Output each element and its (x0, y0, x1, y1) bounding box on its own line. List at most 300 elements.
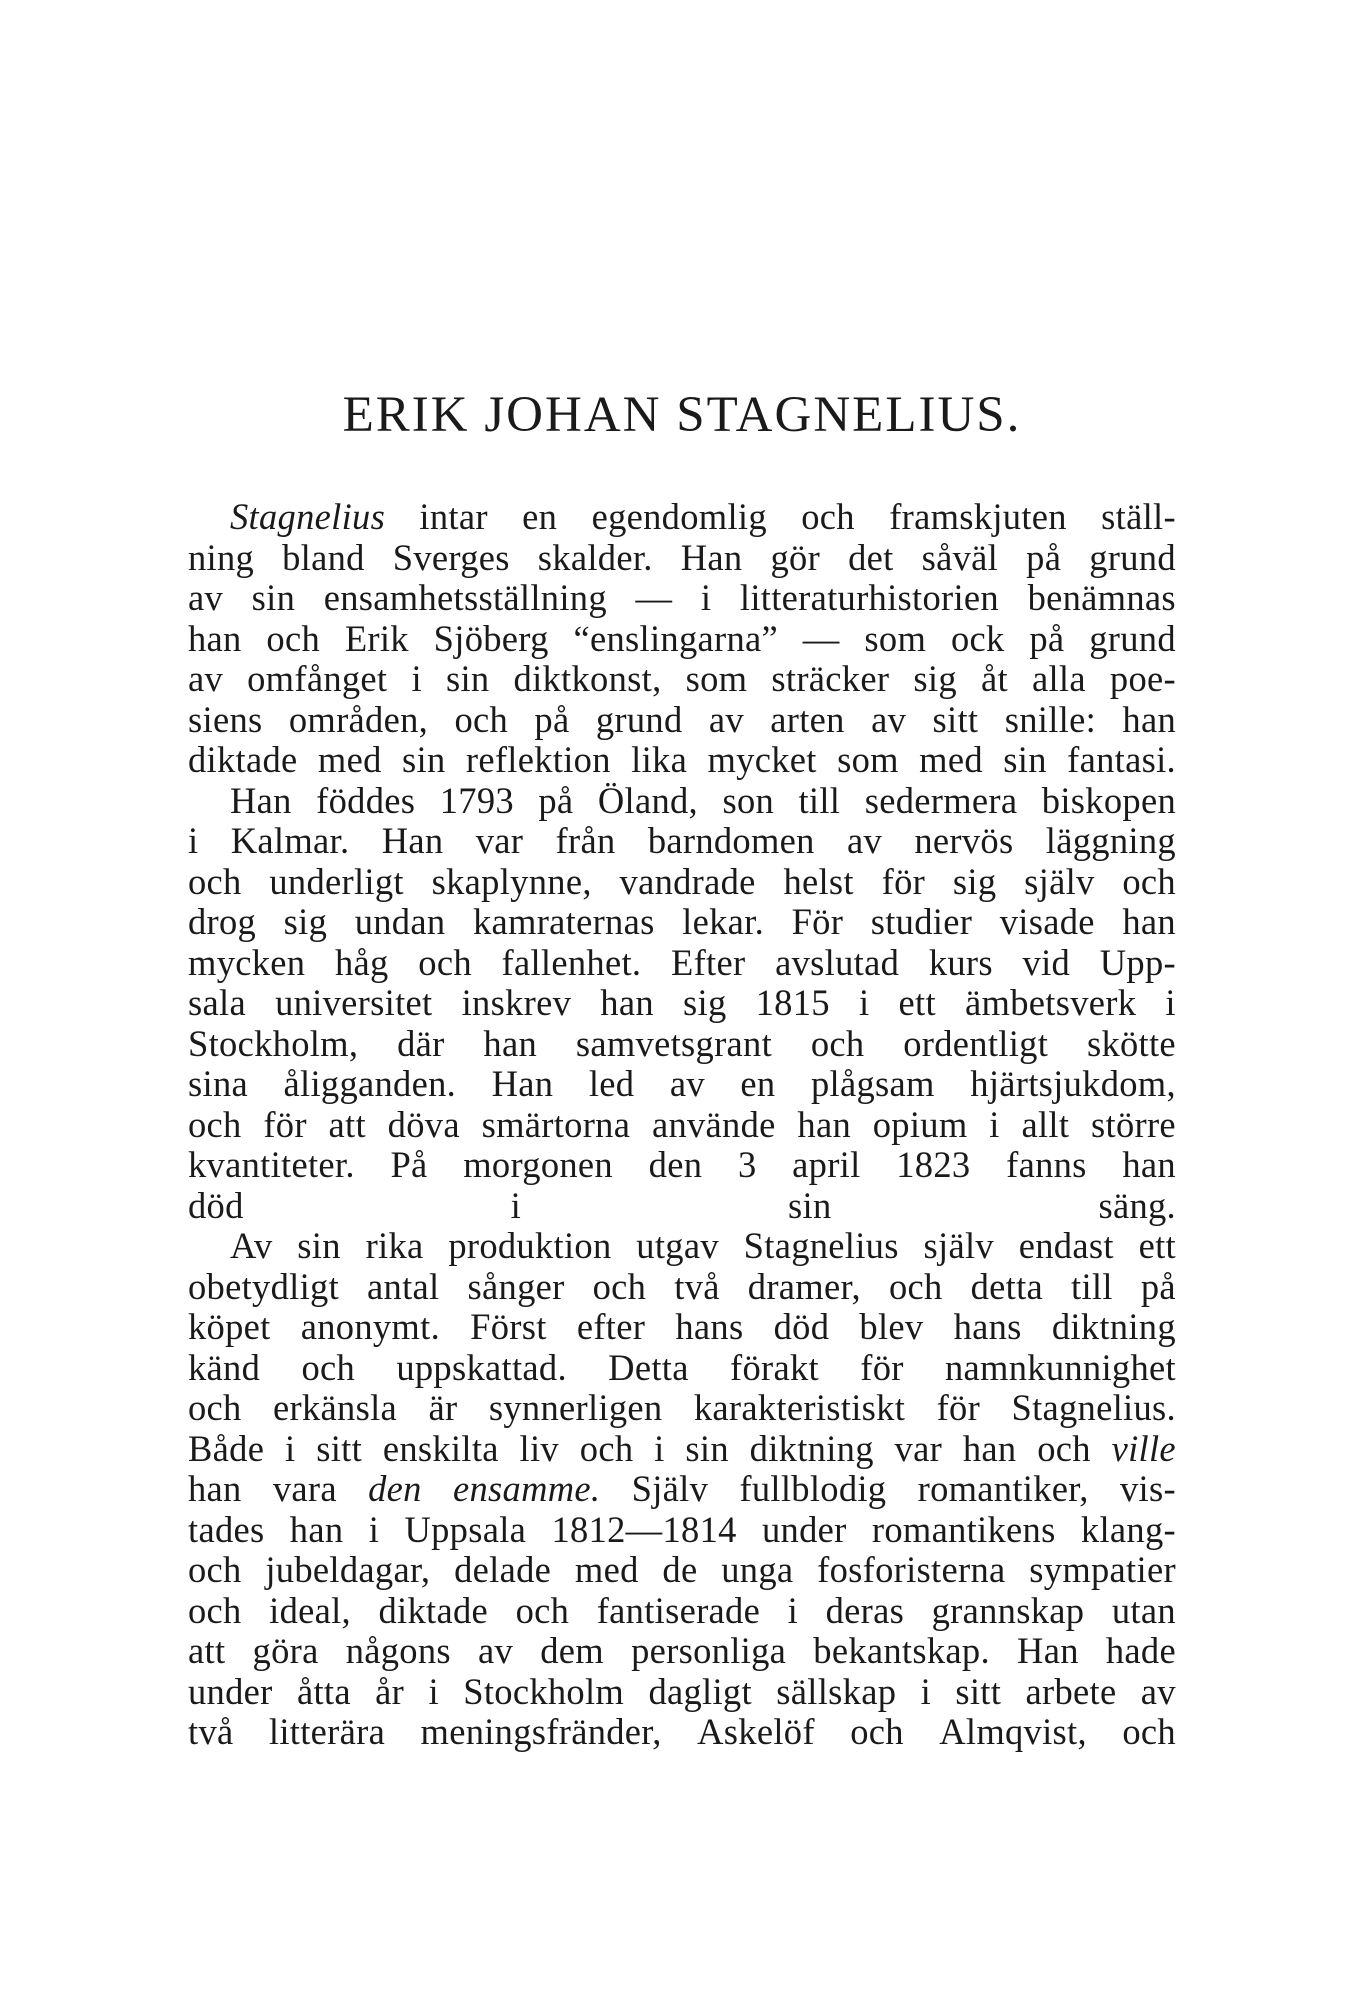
word: personliga (631, 1630, 787, 1671)
word: grannskap (931, 1589, 1085, 1631)
word: uppskattad. (396, 1346, 567, 1388)
word: Kalmar. (230, 820, 350, 861)
word: smärtorna (481, 1103, 631, 1145)
paragraph (188, 497, 1176, 781)
word: “enslingarna” (573, 617, 778, 659)
text-line (188, 1631, 1176, 1672)
word: åligganden. (283, 1063, 457, 1104)
word: sitt (955, 1670, 1002, 1712)
word: samvetsgrant (575, 1022, 773, 1064)
word: blev (859, 1306, 924, 1347)
text-line (188, 1469, 1176, 1510)
word: den (648, 1144, 703, 1185)
word: Själv (631, 1468, 709, 1509)
word: namnkunnighet (944, 1346, 1176, 1388)
word: allt (1021, 1103, 1070, 1145)
word: i (787, 1589, 799, 1631)
word: åt (980, 658, 1008, 699)
text-line (188, 1105, 1176, 1146)
text-line (188, 781, 1176, 822)
word: av (708, 698, 744, 740)
word: poe- (1109, 658, 1176, 699)
word: ämbetsverk (965, 982, 1137, 1023)
word: diktning (1051, 1306, 1176, 1347)
word: kamraternas (472, 901, 655, 942)
word: sällskap (776, 1670, 897, 1712)
word: fanns (1006, 1144, 1087, 1185)
text-line (188, 1024, 1176, 1065)
word: litterära (268, 1711, 386, 1752)
word: meningsfränder, (420, 1711, 662, 1752)
word: och (454, 698, 509, 740)
word: sin (297, 1225, 341, 1266)
word: för (263, 1103, 307, 1145)
word: större (1091, 1103, 1176, 1145)
text-line (188, 1186, 1176, 1227)
word: alla (1031, 658, 1086, 699)
text-line (188, 862, 1176, 903)
word: son (722, 779, 775, 821)
word: i (858, 982, 870, 1023)
word: skaplynne, (431, 860, 592, 902)
word: dagligt (648, 1670, 752, 1712)
word: han (188, 617, 242, 659)
word: mycken (188, 941, 306, 983)
word: benämnas (1027, 577, 1176, 618)
word: i (989, 1103, 1000, 1145)
word: undan (354, 901, 446, 942)
word: Stagnelius. (1011, 1387, 1176, 1428)
word: i (700, 577, 712, 618)
word: kvantiteter. (188, 1144, 355, 1185)
word: Stockholm (463, 1670, 625, 1712)
word: klang- (1080, 1508, 1176, 1550)
word: 3 (737, 1144, 757, 1185)
word: och (888, 1265, 943, 1307)
italic-word: den (368, 1468, 422, 1509)
word: Han (1017, 1630, 1079, 1671)
word: Han (381, 820, 444, 861)
text-line (188, 578, 1176, 619)
word: att (188, 1630, 226, 1671)
word: Upp- (1099, 941, 1176, 983)
word: sin (251, 577, 296, 618)
word: ordentligt (903, 1022, 1049, 1064)
word: att (328, 1103, 366, 1145)
word: såväl (921, 536, 999, 578)
word: På (390, 1144, 428, 1185)
word: och (850, 1711, 904, 1752)
word: på (1140, 1265, 1176, 1307)
word: fantiserade (596, 1589, 761, 1631)
word: morgonen (463, 1144, 613, 1185)
word: på (538, 779, 574, 821)
word: vara (272, 1468, 337, 1509)
word: grund (595, 698, 683, 740)
word: han (1122, 698, 1176, 740)
word: ning (188, 536, 255, 578)
word: Av (230, 1225, 273, 1266)
word: han (797, 1103, 851, 1145)
word: och (266, 617, 321, 659)
word: endast (1018, 1225, 1114, 1266)
word: av (188, 658, 224, 699)
text-line (188, 1388, 1176, 1429)
word: april (792, 1144, 861, 1185)
word: led (588, 1063, 635, 1104)
word: hans (675, 1306, 744, 1347)
word: i (920, 1670, 932, 1712)
word: fullblodig (739, 1468, 887, 1509)
word: sig (913, 658, 957, 699)
text-run: död i sin säng. (188, 1184, 1176, 1226)
word: från (555, 820, 616, 861)
word: sig (283, 901, 328, 942)
word: och (188, 860, 242, 902)
word: produktion (448, 1225, 612, 1266)
word: sträcker (771, 658, 890, 699)
word: ock (950, 617, 1005, 659)
word: universitet (275, 982, 433, 1023)
word: lekar. (682, 901, 765, 942)
word: Detta (608, 1346, 689, 1388)
text-line (188, 1591, 1176, 1632)
word: läggning (1045, 820, 1176, 861)
word: karakteristiskt (693, 1387, 906, 1428)
word: sympatier (1029, 1549, 1176, 1590)
word: sig (952, 860, 997, 902)
word: romantiker, (917, 1468, 1089, 1509)
word: av (871, 698, 907, 740)
word: åtta (296, 1670, 351, 1712)
word: och (515, 1589, 570, 1631)
word: döva (387, 1103, 460, 1145)
word: intar (419, 496, 488, 537)
word: en (522, 496, 558, 537)
word: plågsam (811, 1063, 935, 1104)
word: inskrev (461, 982, 572, 1023)
word: han (1122, 901, 1176, 942)
word: till (798, 779, 841, 821)
word: skötte (1086, 1022, 1176, 1064)
word: av (847, 820, 883, 861)
word: utan (1111, 1589, 1176, 1631)
word: dramer, (747, 1265, 861, 1307)
word: det (848, 536, 894, 578)
word: i (654, 1427, 665, 1469)
word: synnerligen (488, 1387, 663, 1428)
word: Erik (344, 617, 409, 659)
word: Almqvist, (939, 1711, 1087, 1752)
word: skalder. (537, 536, 653, 578)
word: opium (872, 1103, 968, 1145)
word: själv (1024, 860, 1095, 902)
text-line (188, 1307, 1176, 1348)
word: bland (282, 536, 365, 578)
text-line (188, 1672, 1176, 1713)
word: sig (683, 982, 727, 1023)
word: vandrade (619, 860, 756, 902)
text-line (188, 821, 1176, 862)
word: i (1165, 982, 1176, 1023)
word: diktade (378, 1589, 489, 1631)
word: två (674, 1265, 720, 1307)
text-line (188, 1064, 1176, 1105)
word: ensamhetsställning (323, 577, 607, 618)
word: helst (783, 860, 854, 902)
word: för (860, 1346, 904, 1388)
word: litteraturhistorien (739, 577, 999, 618)
paragraph (188, 781, 1176, 1227)
word: med (574, 1549, 639, 1590)
word: i (428, 1670, 439, 1712)
word: ideal, (269, 1589, 351, 1631)
word: rika (365, 1225, 424, 1266)
text-line (188, 497, 1176, 538)
word: han (962, 1427, 1017, 1469)
word: de (662, 1549, 698, 1590)
word: ett (1138, 1225, 1176, 1266)
word: han (600, 982, 654, 1023)
word: förakt (730, 1346, 819, 1388)
word: Askelöf (697, 1711, 815, 1752)
word: utgav (636, 1225, 719, 1266)
article-body (188, 497, 1176, 1753)
word: han (1122, 1144, 1176, 1185)
text-line (188, 538, 1176, 579)
word: biskopen (1041, 779, 1176, 821)
word: kurs (928, 941, 993, 983)
text-line (188, 1429, 1176, 1470)
word: på (1026, 536, 1062, 578)
word: till (1071, 1265, 1113, 1307)
word: Först (470, 1306, 547, 1347)
text-line (188, 1712, 1176, 1753)
word: av (669, 1063, 705, 1104)
word: diktning (749, 1427, 874, 1469)
text-line (188, 619, 1176, 660)
word: deras (825, 1589, 905, 1631)
word: sin (445, 658, 490, 699)
word: liv (519, 1427, 559, 1469)
word: av (1140, 1670, 1176, 1712)
word: gör (770, 536, 821, 578)
text-line (188, 1510, 1176, 1551)
text-run: diktade med sin reflektion lika mycket som med sin fantasi. (188, 739, 1176, 780)
word: sånger (467, 1265, 565, 1307)
text-line (188, 1267, 1176, 1308)
word: 1823 (896, 1144, 971, 1185)
word: han (188, 1468, 242, 1509)
word: Sjöberg (433, 617, 549, 659)
text-line (188, 659, 1176, 700)
word: snille: (1004, 698, 1097, 740)
word: är (428, 1387, 458, 1428)
word: Han (230, 779, 292, 821)
word: köpet (188, 1306, 271, 1347)
word: i (188, 820, 199, 861)
word: någons (345, 1630, 451, 1671)
word: för (881, 860, 926, 902)
word: områden, (288, 698, 429, 740)
italic-word: ville (1111, 1427, 1176, 1469)
word: jubeldagar, (265, 1549, 431, 1590)
word: detta (970, 1265, 1044, 1307)
text-line (188, 1145, 1176, 1186)
word: Han (680, 536, 743, 578)
word: unga (721, 1549, 794, 1590)
word: och (810, 1022, 865, 1064)
word: fosforisterna (817, 1549, 1006, 1590)
word: Öland, (597, 779, 698, 821)
word: barndomen (647, 820, 815, 861)
word: 1815 (755, 982, 830, 1023)
word: framskjuten (889, 496, 1067, 537)
word: använde (651, 1103, 776, 1145)
word: 1793 (439, 779, 514, 821)
page-title: ERIK JOHAN STAGNELIUS. (342, 387, 1022, 443)
word: och (1122, 860, 1176, 902)
word: arten (770, 698, 845, 740)
word: bekantskap. (813, 1630, 990, 1671)
word: egendomlig (591, 496, 767, 537)
word: i (411, 658, 422, 699)
word: hans (953, 1306, 1022, 1347)
word: sin (685, 1427, 729, 1469)
paragraph (188, 1226, 1176, 1753)
word: erkänsla (273, 1387, 398, 1428)
word: sala (188, 982, 246, 1023)
page-content (188, 387, 1176, 1753)
word: visade (999, 901, 1095, 942)
text-line (188, 700, 1176, 741)
word: och (188, 1103, 242, 1145)
word: år (375, 1670, 405, 1712)
word: anonymt. (300, 1306, 440, 1347)
text-line (188, 902, 1176, 943)
word: 1812—1814 (551, 1508, 737, 1550)
word: och (301, 1346, 356, 1388)
word: Sverges (392, 536, 510, 578)
word: nervös (914, 820, 1014, 861)
word: på (534, 698, 570, 740)
word: och (579, 1427, 634, 1469)
text-line (188, 1226, 1176, 1267)
italic-word: Stagnelius (230, 496, 386, 537)
word: vid (1022, 941, 1071, 983)
word: Både (188, 1427, 265, 1469)
word: under (188, 1670, 273, 1712)
word: Stockholm, (188, 1022, 359, 1064)
word: studier (870, 901, 973, 942)
word: var (475, 820, 524, 861)
word: och (418, 941, 472, 983)
word: underligt (269, 860, 404, 902)
word: Han (491, 1063, 554, 1104)
word: Stagnelius (743, 1225, 899, 1266)
word: av (188, 577, 224, 618)
word: siens (188, 698, 263, 740)
word: — (635, 577, 673, 618)
word: och (801, 496, 855, 537)
word: ett (898, 982, 936, 1023)
word: och (188, 1387, 242, 1428)
word: som (685, 658, 748, 699)
word: i (368, 1508, 380, 1550)
word: drog (188, 901, 257, 942)
word: grund (1089, 536, 1176, 578)
word: han (289, 1508, 344, 1550)
word: fallenhet. (501, 941, 642, 983)
word: och (1037, 1427, 1091, 1469)
word: och (188, 1549, 242, 1590)
word: Uppsala (404, 1508, 527, 1550)
word: göra (252, 1630, 319, 1671)
word: håg (335, 941, 389, 983)
word: antal (367, 1265, 440, 1307)
word: vis- (1119, 1468, 1176, 1509)
text-line (188, 1348, 1176, 1389)
word: Efter (671, 941, 746, 983)
word: känd (188, 1346, 261, 1388)
word: avslutad (775, 941, 900, 983)
italic-word: ensamme. (452, 1468, 601, 1509)
word: arbete (1025, 1670, 1117, 1712)
word: efter (576, 1306, 646, 1347)
word: själv (923, 1225, 994, 1266)
word: han (483, 1022, 538, 1064)
text-line (188, 983, 1176, 1024)
word: sina (188, 1063, 248, 1104)
word: hjärtsjukdom, (970, 1063, 1176, 1104)
word: och (592, 1265, 647, 1307)
word: tades (188, 1508, 265, 1550)
word: sitt (316, 1427, 363, 1469)
text-line (188, 740, 1176, 781)
word: som (864, 617, 927, 659)
word: var (894, 1427, 943, 1469)
word: under (761, 1508, 847, 1550)
word: två (188, 1711, 234, 1752)
text-line (188, 943, 1176, 984)
word: delade (454, 1549, 552, 1590)
word: obetydligt (188, 1265, 340, 1307)
word: sedermera (864, 779, 1018, 821)
word: hade (1105, 1630, 1176, 1671)
word: — (802, 617, 840, 659)
word: en (740, 1063, 776, 1104)
word: ställ- (1101, 496, 1176, 537)
word: diktkonst, (513, 658, 662, 699)
word: död (773, 1306, 830, 1347)
word: och (1122, 1711, 1176, 1752)
word: och (188, 1589, 242, 1631)
word: på (1029, 617, 1065, 659)
word: enskilta (382, 1427, 499, 1469)
text-line (188, 1550, 1176, 1591)
word: grund (1089, 617, 1176, 659)
word: där (397, 1022, 445, 1064)
word: för (936, 1387, 981, 1428)
word: omfånget (247, 658, 388, 699)
word: av (478, 1630, 514, 1671)
word: dem (540, 1630, 604, 1671)
word: föddes (316, 779, 416, 821)
word: För (791, 901, 844, 942)
word: i (284, 1427, 296, 1469)
word: romantikens (871, 1508, 1056, 1550)
word: sitt (932, 698, 979, 740)
